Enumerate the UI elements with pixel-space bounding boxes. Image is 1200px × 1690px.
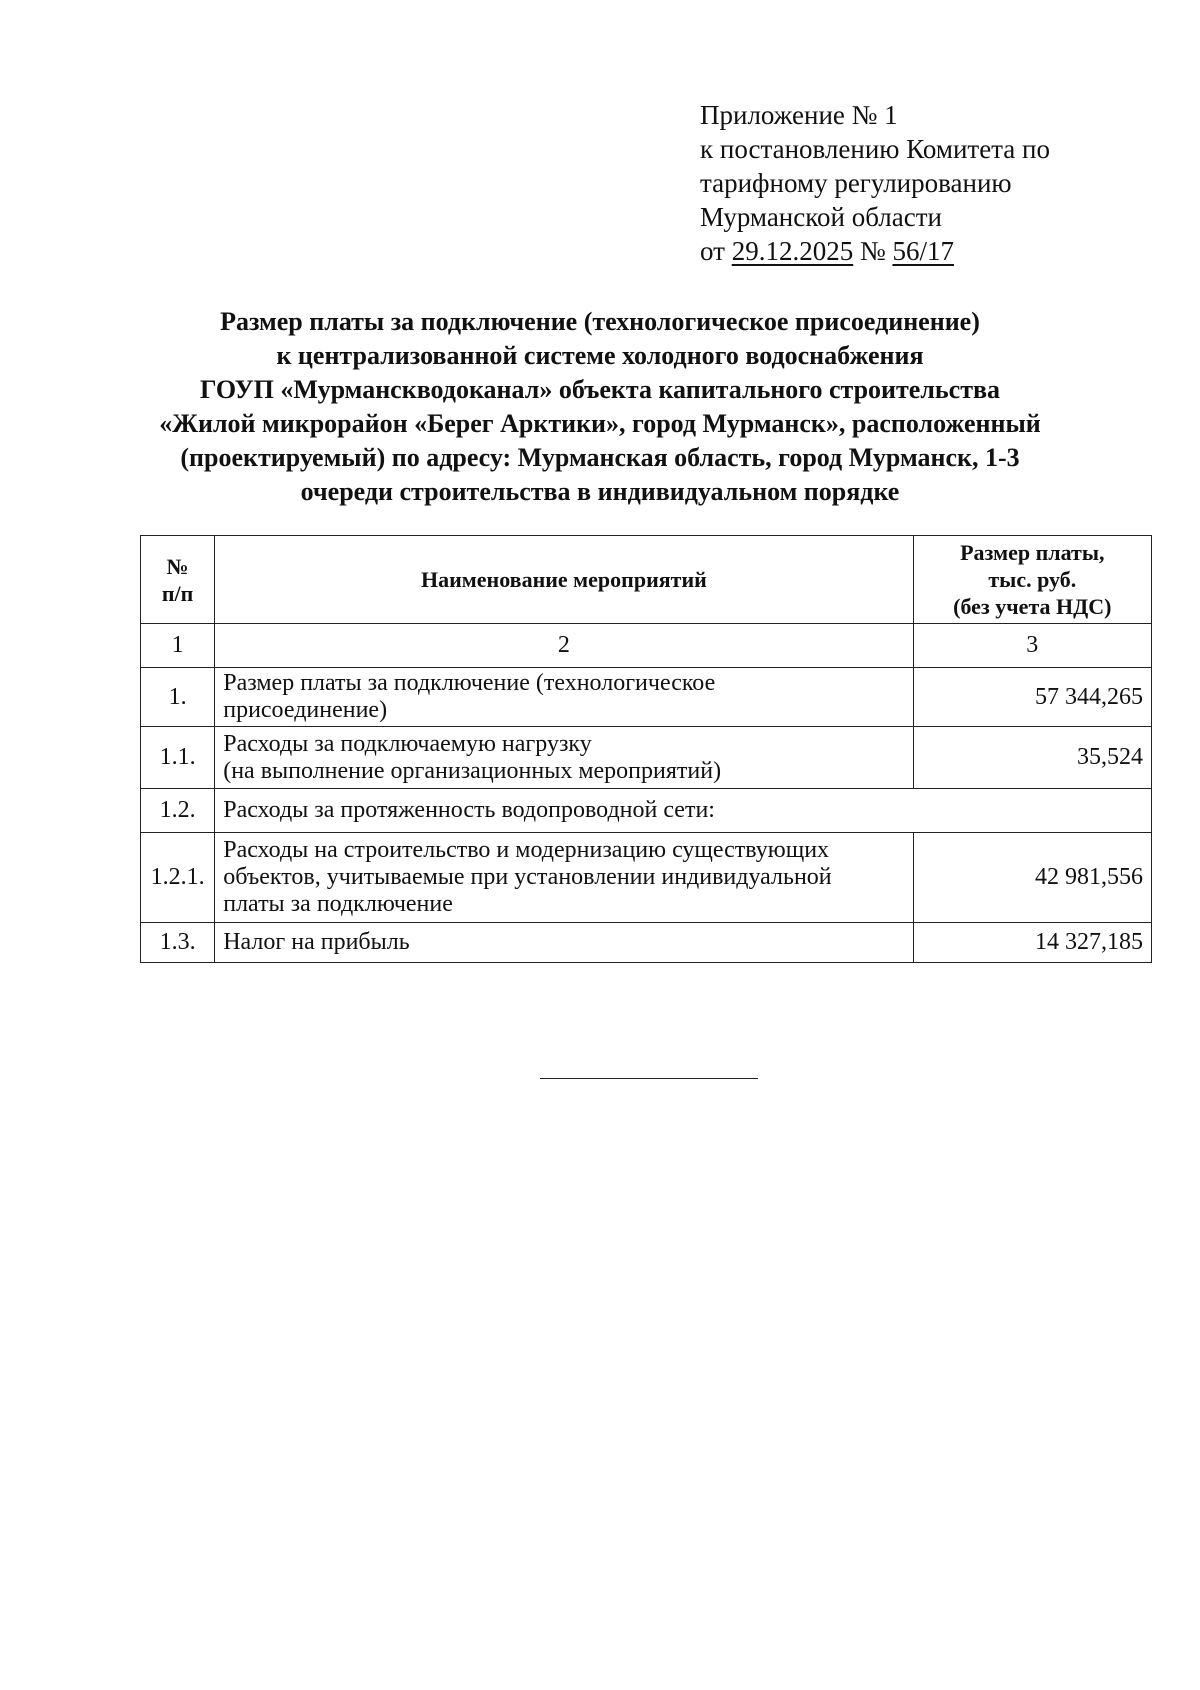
appendix-line-4: Мурманской области: [700, 202, 942, 232]
column-index-2: 2: [215, 624, 913, 668]
number-prefix: №: [853, 236, 893, 266]
row-name-line: присоединение): [223, 697, 388, 723]
row-name: Расходы за протяженность водопроводной сети:: [215, 789, 1152, 833]
table-header-row: [141, 536, 1152, 624]
table-row: [141, 923, 1152, 963]
fees-table: [140, 535, 1152, 963]
header-value-line-1: Размер платы,: [960, 540, 1105, 565]
row-name-line: Расходы за подключаемую нагрузку: [223, 730, 592, 757]
row-name: [215, 727, 913, 789]
appendix-date-line: [700, 234, 1050, 268]
resolution-number: 56/17: [892, 236, 954, 266]
row-name: Налог на прибыль: [215, 923, 913, 963]
row-num: 1.: [141, 668, 215, 727]
appendix-line-3: тарифному регулированию: [700, 168, 1012, 198]
row-name: [215, 668, 913, 727]
appendix-block: [700, 98, 1050, 268]
header-num: [141, 536, 215, 624]
row-num: 1.1.: [141, 727, 215, 789]
header-value-line-2: тыс. руб.: [988, 567, 1077, 592]
title-line-5: (проектируемый) по адресу: Мурманская область, город Мурманск, 1-3: [180, 443, 1020, 472]
title-line-4: «Жилой микрорайон «Берег Арктики», город Мурманск», расположенный: [159, 409, 1041, 438]
table-row: [141, 668, 1152, 727]
row-num: 1.2.1.: [141, 833, 215, 923]
table-row: [141, 789, 1152, 833]
column-index-3: 3: [913, 624, 1151, 668]
appendix-line-1: Приложение № 1: [700, 100, 898, 130]
row-name-line: платы за подключение: [223, 891, 453, 917]
row-name-line: (на выполнение организационных мероприятий): [223, 757, 722, 784]
row-value: 35,524: [913, 727, 1151, 789]
appendix-line-2: к постановлению Комитета по: [700, 134, 1050, 164]
title-line-6: очереди строительства в индивидуальном порядке: [300, 477, 900, 506]
title-line-2: к централизованной системе холодного водоснабжения: [276, 341, 924, 370]
row-name-line: Расходы на строительство и модернизацию существующих: [223, 837, 830, 863]
header-value-line-3: (без учета НДС): [953, 594, 1112, 619]
row-num: 1.3.: [141, 923, 215, 963]
table-row: [141, 833, 1152, 923]
column-index-row: [141, 624, 1152, 668]
column-index-1: 1: [141, 624, 215, 668]
header-value: [913, 536, 1151, 624]
document-title: [100, 305, 1100, 509]
row-value: 57 344,265: [913, 668, 1151, 727]
header-num-line-1: №: [166, 553, 189, 579]
header-num-line-2: п/п: [161, 580, 194, 606]
header-name: Наименование мероприятий: [215, 536, 913, 624]
title-line-3: ГОУП «Мурманскводоканал» объекта капитального строительства: [199, 375, 1001, 404]
row-value: 14 327,185: [913, 923, 1151, 963]
row-name-line: Размер платы за подключение (технологическое: [223, 670, 716, 696]
row-value: 42 981,556: [913, 833, 1151, 923]
row-name: [215, 833, 913, 923]
row-name-line: объектов, учитываемые при установлении индивидуальной: [223, 864, 832, 890]
table-row: [141, 727, 1152, 789]
date-prefix: от: [700, 236, 732, 266]
end-divider: [540, 1078, 758, 1079]
resolution-date: 29.12.2025: [731, 236, 854, 266]
row-num: 1.2.: [141, 789, 215, 833]
title-line-1: Размер платы за подключение (технологическое присоединение): [220, 307, 980, 336]
